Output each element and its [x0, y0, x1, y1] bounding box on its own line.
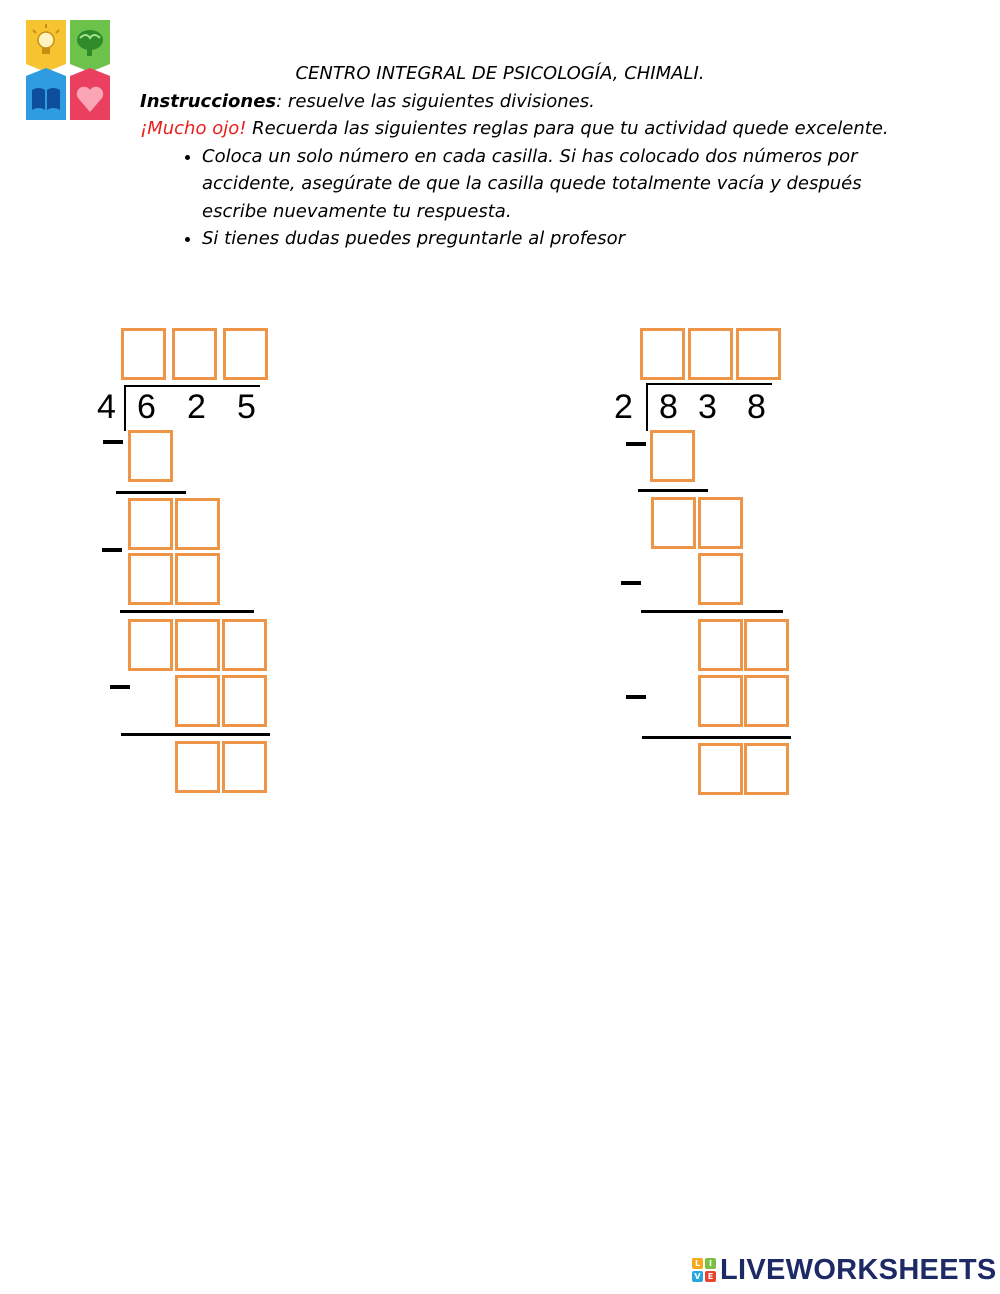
liveworksheets-logo-icon: [692, 1258, 716, 1282]
division-bracket: [646, 383, 648, 431]
brand-name: LIVEWORKSHEETS: [720, 1253, 997, 1286]
warning-label: ¡Mucho ojo!: [140, 118, 247, 139]
answer-box[interactable]: [128, 553, 173, 605]
quotient-box[interactable]: [640, 328, 685, 380]
subtraction-line: [638, 489, 708, 492]
remainder-box[interactable]: [175, 741, 220, 793]
brand-mark-letter: V: [692, 1271, 703, 1282]
dividend-digit: 6: [137, 388, 156, 426]
answer-box[interactable]: [744, 675, 789, 727]
divisor: 2: [614, 388, 633, 426]
page-title: CENTRO INTEGRAL DE PSICOLOGÍA, CHIMALI.: [295, 63, 705, 84]
chimali-logo: [24, 18, 112, 122]
divisor: 4: [97, 388, 116, 426]
quotient-box[interactable]: [688, 328, 733, 380]
instructions-label: Instrucciones: [140, 90, 277, 112]
dividend-digit: 3: [698, 388, 717, 426]
dividend-digit: 8: [659, 388, 678, 426]
remainder-box[interactable]: [698, 743, 743, 795]
answer-box[interactable]: [128, 619, 173, 671]
rules-list: [140, 143, 900, 253]
instructions-line: [140, 88, 900, 116]
answer-box[interactable]: [175, 619, 220, 671]
answer-box[interactable]: [744, 619, 789, 671]
division-bracket-top: [646, 383, 772, 385]
instructions-text: : resuelve las siguientes divisiones.: [276, 90, 595, 112]
rule-item: • Si tienes dudas puedes preguntarle al profesor: [202, 225, 900, 253]
dividend-digit: 2: [187, 388, 206, 426]
answer-box[interactable]: [128, 430, 173, 482]
answer-box[interactable]: [698, 619, 743, 671]
subtraction-line: [642, 736, 791, 739]
subtraction-line: [641, 610, 783, 613]
quotient-box[interactable]: [121, 328, 166, 380]
answer-box[interactable]: [698, 675, 743, 727]
subtraction-line: [116, 491, 186, 494]
answer-box[interactable]: [651, 497, 696, 549]
answer-box[interactable]: [128, 498, 173, 550]
subtraction-line: [120, 610, 254, 613]
remainder-box[interactable]: [744, 743, 789, 795]
brand-mark-letter: L: [692, 1258, 703, 1269]
division-bracket: [124, 385, 126, 431]
answer-box[interactable]: [698, 553, 743, 605]
quotient-box[interactable]: [223, 328, 268, 380]
answer-box[interactable]: [650, 430, 695, 482]
minus-sign: [626, 442, 646, 446]
answer-box[interactable]: [698, 497, 743, 549]
answer-box[interactable]: [222, 675, 267, 727]
minus-sign: [110, 685, 130, 689]
brand-mark-letter: E: [705, 1271, 716, 1282]
answer-box[interactable]: [222, 619, 267, 671]
answer-box[interactable]: [175, 553, 220, 605]
warning-text: Recuerda las siguientes reglas para que tu actividad quede excelente.: [246, 118, 889, 139]
instructions-block: [140, 60, 900, 253]
rule-item: • Coloca un solo número en cada casilla. Si has colocado dos números por accidente, asegúrate de que la casilla quede totalmente vacía y después escribe nuevamente tu respuesta.: [202, 143, 900, 226]
warning-line: [140, 115, 900, 143]
answer-box[interactable]: [175, 498, 220, 550]
brand-mark-letter: I: [705, 1258, 716, 1269]
dividend-digit: 5: [237, 388, 256, 426]
quotient-box[interactable]: [736, 328, 781, 380]
liveworksheets-brand[interactable]: [692, 1255, 997, 1285]
minus-sign: [621, 581, 641, 585]
minus-sign: [102, 548, 122, 552]
quotient-box[interactable]: [172, 328, 217, 380]
dividend-digit: 8: [747, 388, 766, 426]
subtraction-line: [121, 733, 270, 736]
minus-sign: [103, 440, 123, 444]
remainder-box[interactable]: [222, 741, 267, 793]
answer-box[interactable]: [175, 675, 220, 727]
minus-sign: [626, 695, 646, 699]
division-bracket-top: [124, 385, 260, 387]
